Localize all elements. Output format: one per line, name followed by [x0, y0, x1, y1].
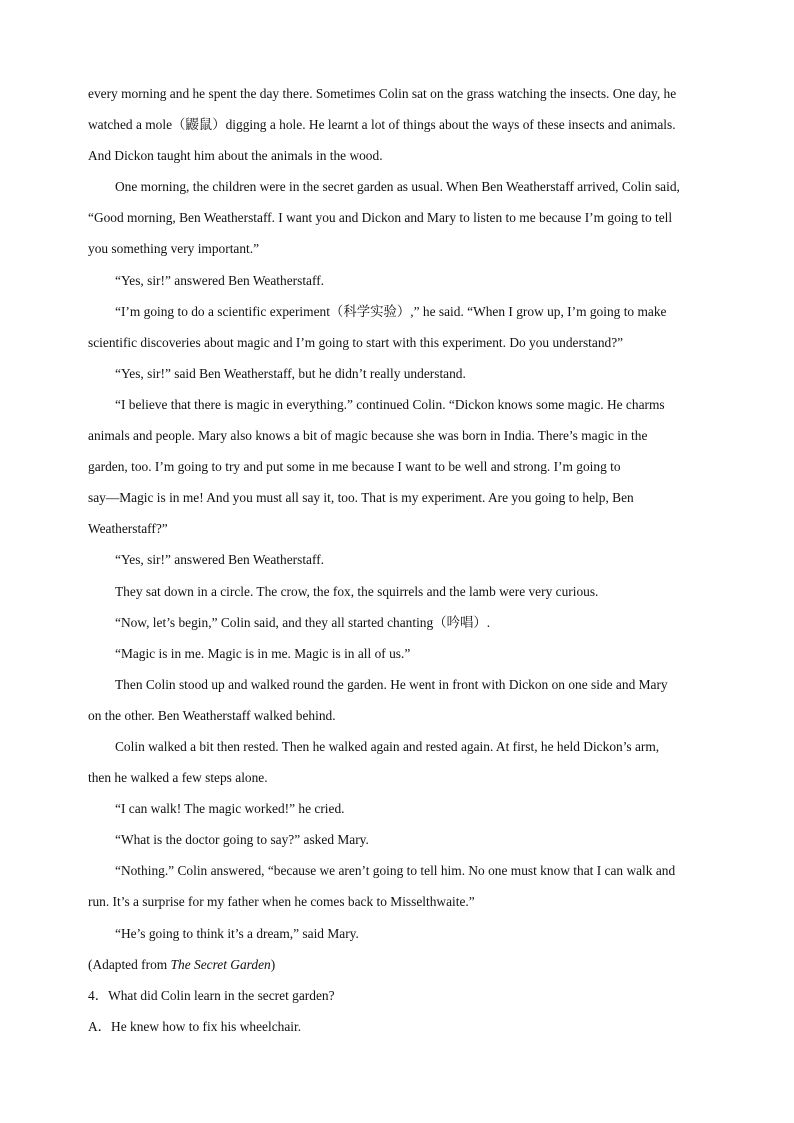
passage-line: “Magic is in me. Magic is in me. Magic is in all of us.”	[115, 645, 411, 661]
passage-line: Then Colin stood up and walked round the garden. He went in front with Dickon on one side and Mary	[115, 676, 668, 692]
passage-line: And Dickon taught him about the animals in the wood.	[88, 148, 383, 164]
passage-line: Colin walked a bit then rested. Then he walked again and rested again. At first, he held Dickon’s arm,	[115, 738, 660, 754]
passage-line: animals and people. Mary also knows a bit of magic because she was born in India. There’s magic in the	[88, 428, 648, 444]
passage-line: “Now, let’s begin,” Colin said, and they all started chanting（吟唱）.	[115, 614, 491, 630]
passage-line: then he walked a few steps alone.	[88, 770, 268, 786]
passage-line: “Yes, sir!” answered Ben Weatherstaff.	[115, 272, 325, 288]
passage-line: “Nothing.” Colin answered, “because we aren’t going to tell him. No one must know that I can walk and	[115, 863, 676, 879]
source-prefix: (Adapted from	[88, 956, 171, 972]
answer-option-a: A．He knew how to fix his wheelchair.	[88, 1018, 302, 1034]
passage-line: garden, too. I’m going to try and put some in me because I want to be well and strong. I’m going to	[88, 459, 621, 475]
passage-line: One morning, the children were in the secret garden as usual. When Ben Weatherstaff arrived, Colin said,	[115, 179, 680, 195]
passage-line: scientific discoveries about magic and I’m going to start with this experiment. Do you understand?”	[88, 334, 624, 350]
passage-line: on the other. Ben Weatherstaff walked behind.	[88, 707, 336, 723]
passage-line: you something very important.”	[88, 241, 260, 257]
passage-line: “I can walk! The magic worked!” he cried.	[115, 801, 345, 817]
source-title: The Secret Garden	[170, 956, 271, 972]
source-suffix: )	[270, 956, 276, 972]
passage-line: run. It’s a surprise for my father when he comes back to Misselthwaite.”	[88, 894, 475, 910]
passage-line: every morning and he spent the day there. Sometimes Colin sat on the grass watching the insects. One day, he	[88, 86, 677, 101]
source-citation	[88, 949, 706, 980]
passage-line: “He’s going to think it’s a dream,” said Mary.	[115, 925, 359, 941]
passage-line: “What is the doctor going to say?” asked Mary.	[115, 832, 369, 848]
question-stem: 4．What did Colin learn in the secret garden?	[88, 987, 335, 1003]
passage-text	[88, 78, 706, 949]
passage-line: “Yes, sir!” answered Ben Weatherstaff.	[115, 552, 325, 568]
passage-line: “Good morning, Ben Weatherstaff. I want you and Dickon and Mary to listen to me because I’m going to tell	[88, 210, 673, 226]
passage-line: Weatherstaff?”	[88, 521, 168, 537]
passage-line: “Yes, sir!” said Ben Weatherstaff, but he didn’t really understand.	[115, 365, 466, 381]
passage-line: watched a mole（鼹鼠）digging a hole. He learnt a lot of things about the ways of these insects and animals.	[88, 117, 676, 133]
passage-line: “I believe that there is magic in everything.” continued Colin. “Dickon knows some magic. He charms	[115, 396, 665, 412]
passage-line: say—Magic is in me! And you must all say it, too. That is my experiment. Are you going to help, Ben	[88, 490, 634, 506]
passage-line: They sat down in a circle. The crow, the fox, the squirrels and the lamb were very curious.	[115, 583, 599, 599]
passage-line: “I’m going to do a scientific experiment（科学实验）,” he said. “When I grow up, I’m going to make	[115, 303, 667, 319]
